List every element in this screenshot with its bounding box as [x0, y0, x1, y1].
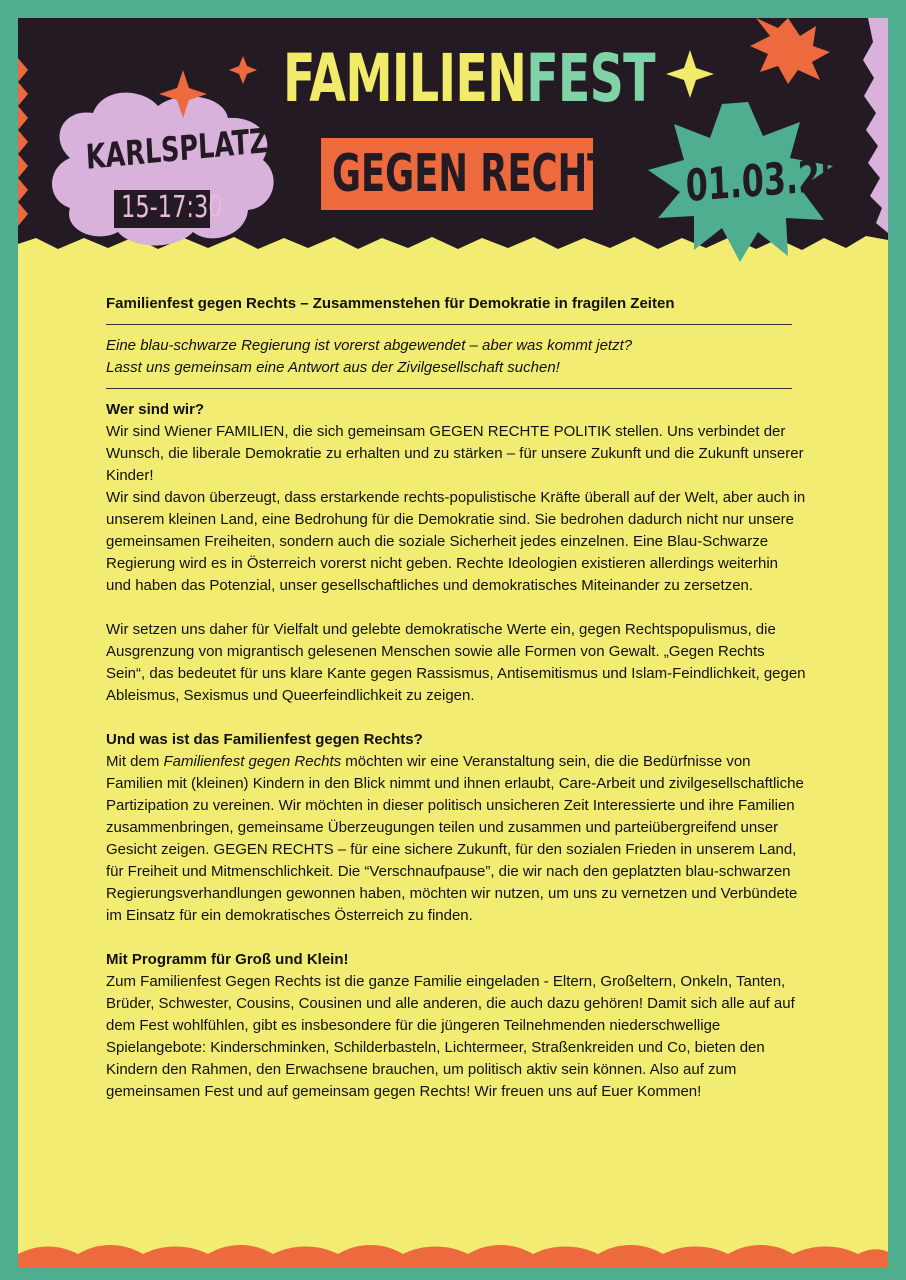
spacer: [106, 707, 806, 729]
footer-orange-wave: [18, 1245, 888, 1268]
section-who-paragraph-1: Wir sind Wiener FAMILIEN, die sich gemeinsam GEGEN RECHTE POLITIK stellen. Uns verbindet der Wunsch, die liberale Demokratie zu erhalten und zu stärken – für unsere Zukunft und die Zukunft unserer Kinder!: [106, 423, 804, 484]
poster-page: [18, 18, 888, 1268]
title-word-fest: FEST: [526, 40, 655, 117]
divider-bottom: [106, 388, 792, 389]
poster-subtitle: GEGEN RECHTS: [332, 144, 637, 204]
section-heading-who: Wer sind wir?: [106, 401, 205, 418]
section-what-paragraph: [106, 751, 806, 927]
poster-header: [18, 18, 888, 263]
section-who-paragraph-2: Wir sind davon überzeugt, dass erstarkende rechts-populistische Kräfte überall auf der Welt, aber auch in unserem kleinen Land, eine Bedrohung für die Demokratie sind. Sie bedrohen dadurch nicht nur unsere gemeinsamen Freiheiten, sondern auch die soziale Sicherheit jedes einzelnen. Eine Blau-Schwarze Regierung wird es in Österreich vorerst nicht geben. Rechte Ideologien existieren allerdings weiterhin und haben das Potenzial, unser gesellschaftliches und demokratisches Miteinander zu zersetzen.: [106, 489, 806, 594]
event-date: 01.03.25: [684, 149, 843, 212]
section-what-text-start: Mit dem: [106, 753, 164, 770]
poster-title: [283, 40, 655, 117]
divider-top: [106, 324, 792, 325]
footer-wave: [18, 1240, 888, 1268]
intro-line-1: Eine blau-schwarze Regierung ist vorerst abgewendet – aber was kommt jetzt?: [106, 337, 633, 354]
document-title: Familienfest gegen Rechts – Zusammenstehen für Demokratie in fragilen Zeiten: [106, 295, 675, 312]
intro-line-2: Lasst uns gemeinsam eine Antwort aus der Zivilgesellschaft suchen!: [106, 359, 560, 376]
title-word-familien: FAMILIEN: [283, 40, 527, 117]
section-what-emphasis: Familienfest gegen Rechts: [163, 753, 342, 770]
event-time: 15-17:30: [121, 190, 223, 225]
spacer: [106, 597, 806, 619]
event-place: KARLSPLATZ: [84, 121, 269, 178]
section-program-paragraph: Zum Familienfest Gegen Rechts ist die ganze Familie eingeladen - Eltern, Großeltern, Onkeln, Tanten, Brüder, Schwester, Cousins, Cousinen und alle anderen, die auch dazu gehören! Damit sich alle auf auf dem Fest wohlfühlen, gibt es insbesondere für die jüngeren Teilnehmenden niederschwellige Spielangebote: Kinderschminken, Schilderbasteln, Lichtermeer, Straßenkreiden und Co, bieten den Kindern den Rahmen, den Erwachsene brauchen, um politisch aktiv sein können. Also auf zum gemeinsamen Fest und auf gemeinsam gegen Rechts! Wir freuen uns auf Euer Kommen!: [106, 973, 795, 1100]
poster-content: [106, 293, 806, 1103]
section-who-paragraph-3: Wir setzen uns daher für Vielfalt und gelebte demokratische Werte ein, gegen Rechtspopulismus, die Ausgrenzung von migrantisch gelesenen Menschen sowie alle Formen von Gewalt. „Gegen Rechts Sein“, das bedeutet für uns klare Kante gegen Rassismus, Antisemitismus und Islam-Feindlichkeit, gegen Ableismus, Sexismus und Queerfeindlichkeit zu zeigen.: [106, 621, 806, 704]
section-what-text-rest: möchten wir eine Veranstaltung sein, die die Bedürfnisse von Familien mit (kleinen) Kindern in den Blick nimmt und ihnen erlaubt, Care-Arbeit und zivilgesellschaftliche Partizipation zu vereinen. Wir möchten in dieser politisch unsicheren Zeit Interessierte und ihre Familien zusammenbringen, gemeinsame Überzeugungen teilen und zusammen und parteiübergreifend unser Gesicht zeigen. GEGEN RECHTS – für eine sichere Zukunft, für den sozialen Frieden in unserem Land, für Freiheit und Mitmenschlichkeit. Die “Verschnaufpause”, die wir nach den geplatzten blau-schwarzen Regierungsverhandlungen gewonnen haben, möchten wir nutzen, um uns zu vernetzen und Verbündete im Einsatz für ein demokratisches Österreich zu finden.: [106, 753, 804, 924]
section-heading-program: Mit Programm für Groß und Klein!: [106, 951, 349, 968]
spacer: [106, 927, 806, 949]
section-heading-what: Und was ist das Familienfest gegen Rechts?: [106, 731, 423, 748]
